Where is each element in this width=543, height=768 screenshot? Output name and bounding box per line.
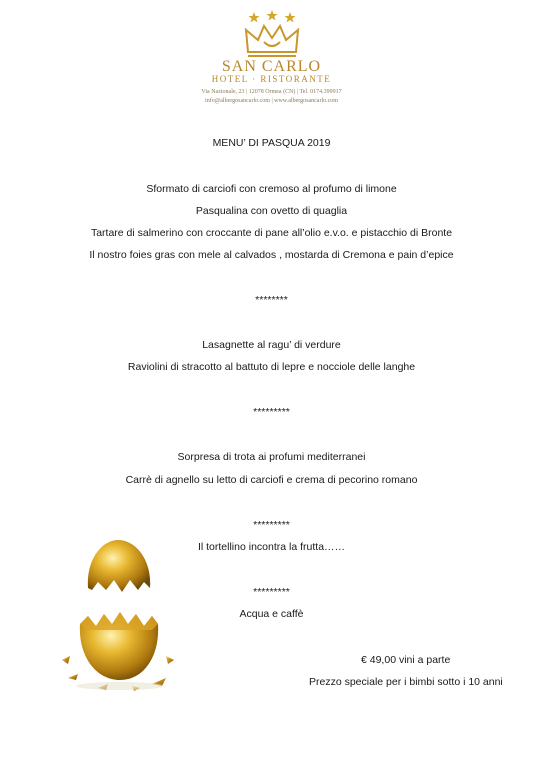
brand-subtitle: HOTEL · RISTORANTE — [211, 74, 332, 84]
menu-item: Raviolini di stracotto al battuto di lepre e nocciole delle langhe — [127, 361, 416, 373]
menu-item: Lasagnette al ragu’ di verdure — [202, 339, 341, 351]
separator: ********* — [253, 586, 290, 598]
menu-title: MENU’ DI PASQUA 2019 — [212, 137, 331, 149]
menu-item: Carrè di agnello su letto di carciofi e crema di pecorino romano — [125, 474, 418, 486]
crown-logo-icon — [240, 10, 304, 58]
golden-egg-image — [48, 528, 188, 696]
kids-note: Prezzo speciale per i bimbi sotto i 10 anni — [309, 676, 503, 688]
menu-item: Acqua e caffè — [239, 608, 304, 620]
separator: ********* — [253, 519, 290, 531]
menu-item: Tartare di salmerino con croccante di pane all’olio e.v.o. e pistacchio di Bronte — [90, 227, 453, 239]
menu-item: Sformato di carciofi con cremoso al profumo di limone — [146, 183, 397, 195]
menu-item: Pasqualina con ovetto di quaglia — [195, 205, 348, 217]
brand-address: Via Nazionale, 23 | 12078 Ormea (CN) | Tel. 0174.399917 — [201, 89, 342, 95]
brand-name: SAN CARLO — [221, 58, 322, 75]
separator: ******** — [255, 294, 288, 306]
menu-item: Sorpresa di trota ai profumi mediterranei — [177, 451, 366, 463]
menu-item: Il tortellino incontra la frutta…… — [197, 541, 346, 553]
menu-item: Il nostro foies gras con mele al calvados , mostarda di Cremona e pain d’epice — [89, 249, 454, 261]
separator: ********* — [253, 406, 290, 418]
letterhead — [0, 0, 543, 110]
price: € 49,00 vini a parte — [361, 654, 451, 666]
brand-web: info@albergosancarlo.com | www.albergosancarlo.com — [205, 98, 338, 104]
